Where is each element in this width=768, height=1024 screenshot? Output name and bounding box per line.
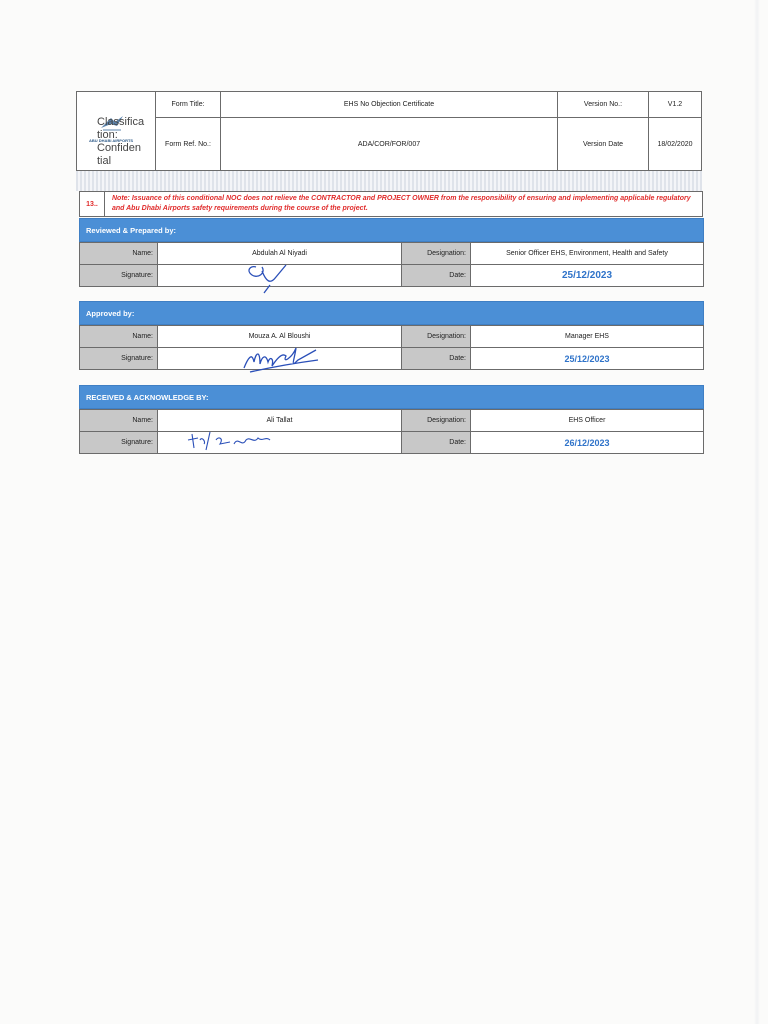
designation-value: EHS Officer xyxy=(471,410,704,432)
date-value: 25/12/2023 xyxy=(564,353,610,364)
scan-edge xyxy=(754,0,760,1024)
signature-cell xyxy=(158,265,402,287)
signature-label: Signature: xyxy=(80,432,158,454)
name-value: Ali Tallat xyxy=(158,410,402,432)
name-value: Mouza A. Al Bloushi xyxy=(158,326,402,348)
section-approved xyxy=(79,301,704,370)
signature-cell xyxy=(158,432,402,454)
signature-image xyxy=(158,338,393,382)
signature-label: Signature: xyxy=(80,265,158,287)
date-label: Date: xyxy=(402,432,471,454)
name-label: Name: xyxy=(80,410,158,432)
signature-image xyxy=(158,422,393,458)
form-title-label: Form Title: xyxy=(171,101,205,108)
version-no: V1.2 xyxy=(667,101,683,108)
date-cell xyxy=(471,348,704,370)
designation-label: Designation: xyxy=(402,410,471,432)
designation-label: Designation: xyxy=(402,326,471,348)
date-value: 26/12/2023 xyxy=(564,437,610,448)
section-reviewed-prepared xyxy=(79,218,704,287)
logo-cell xyxy=(77,92,155,170)
table-row xyxy=(80,265,704,287)
version-no-label: Version No.: xyxy=(583,101,623,108)
section-title: Approved by: xyxy=(79,301,704,325)
form-ref: ADA/COR/FOR/007 xyxy=(357,140,421,148)
version-date: 18/02/2020 xyxy=(657,140,693,148)
name-label: Name: xyxy=(80,326,158,348)
name-value: Abdulah Al Niyadi xyxy=(158,243,402,265)
classification-label: Classifica tion: Confiden tial xyxy=(97,116,145,167)
date-value: 25/12/2023 xyxy=(561,270,613,281)
date-cell xyxy=(471,265,704,287)
scan-noise-strip xyxy=(76,171,702,191)
name-label: Name: xyxy=(80,243,158,265)
logo-text: ABU DHABI AIRPORTS xyxy=(89,138,134,143)
note-text: Note: Issuance of this conditional NOC does not relieve the CONTRACTOR and PROJECT OWNER from the responsibility of ensuring and implementing applicable regulatory and Abu Dhabi Airports safety requirements during the course of the project. xyxy=(112,195,691,212)
form-ref-label: Form Ref. No.: xyxy=(165,140,211,148)
table-row xyxy=(80,348,704,370)
date-label: Date: xyxy=(402,265,471,287)
designation-value: Manager EHS xyxy=(471,326,704,348)
section-title: RECEIVED & ACKNOWLEDGE BY: xyxy=(79,385,704,409)
form-header-table xyxy=(76,91,702,171)
section-received-acknowledge xyxy=(79,385,704,454)
section-table xyxy=(79,325,704,370)
signature-cell xyxy=(158,348,402,370)
designation-value: Senior Officer EHS, Environment, Health and Safety xyxy=(471,243,704,265)
signature-label: Signature: xyxy=(80,348,158,370)
designation-label: Designation: xyxy=(402,243,471,265)
section-table xyxy=(79,409,704,454)
signature-image xyxy=(158,255,393,295)
section-title: Reviewed & Prepared by: xyxy=(79,218,704,242)
form-title: EHS No Objection Certificate xyxy=(343,101,435,108)
note-row xyxy=(79,191,703,217)
section-table xyxy=(79,242,704,287)
note-number: 13.. xyxy=(80,192,105,216)
date-label: Date: xyxy=(402,348,471,370)
table-row xyxy=(80,432,704,454)
date-cell xyxy=(471,432,704,454)
version-date-label: Version Date xyxy=(582,140,624,148)
